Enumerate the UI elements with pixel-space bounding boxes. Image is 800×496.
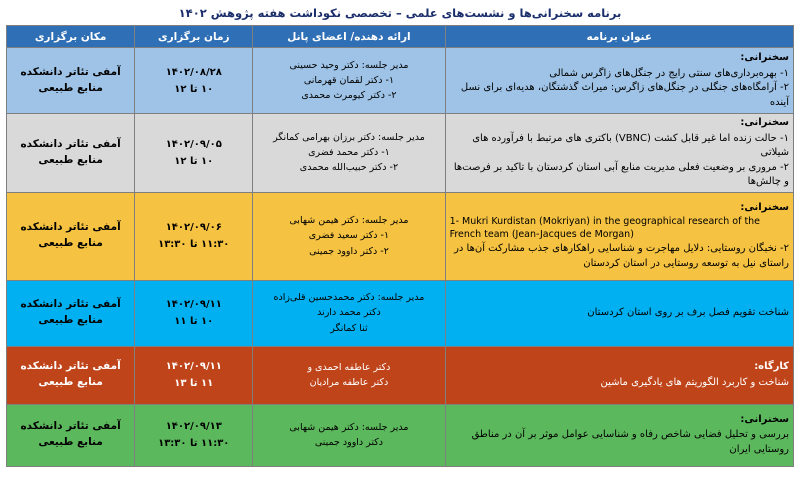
program-title-line: شناخت و کاربرد الگوریتم های یادگیری ماشین bbox=[600, 376, 789, 388]
column-header-panel: ارائه دهنده/ اعضای پانل bbox=[253, 26, 445, 48]
place-line: آمفی تئاتر دانشکده bbox=[20, 420, 121, 433]
panel-member-line: ۱- دکتر محمد فضری bbox=[308, 147, 390, 159]
panel-member-line: ثنا کمانگر bbox=[330, 322, 368, 334]
time-line: ۱۰ تا ۱۲ bbox=[174, 83, 214, 95]
panel-member-line: ۲- دکتر داوود جمینی bbox=[309, 245, 389, 257]
panel-member-line: مدیر جلسه: دکتر برزان بهرامی کمانگر bbox=[273, 131, 425, 143]
time-cell bbox=[135, 114, 253, 193]
place-cell bbox=[7, 192, 135, 280]
table-row bbox=[7, 404, 794, 466]
page-title: برنامه سخنرانی‌ها و نشست‌های علمی – تخصصی نکوداشت هفته پژوهش ۱۴۰۲ bbox=[178, 6, 622, 20]
panel-member-line: مدیر جلسه: دکتر هیمن شهابی bbox=[289, 421, 409, 433]
time-line: ۱۴۰۲/۰۹/۱۱ bbox=[165, 361, 222, 372]
place-cell bbox=[7, 404, 135, 466]
column-header-title: عنوان برنامه bbox=[445, 26, 793, 48]
place-cell bbox=[7, 48, 135, 114]
place-cell bbox=[7, 346, 135, 404]
table-row bbox=[7, 192, 794, 280]
panel-member-line: دکتر عاطفه احمدی و bbox=[307, 361, 391, 373]
place-line: منابع طبیعی bbox=[38, 376, 103, 388]
time-line: ۱۴۰۲/۰۹/۰۶ bbox=[165, 222, 222, 233]
program-type-label: سخنرانی: bbox=[740, 413, 789, 425]
program-title-line: ۱- حالت زنده اما غیر قابل کشت (VBNC) باکتری های مرتبط با فرآورده های شیلاتی bbox=[472, 132, 789, 158]
table-row bbox=[7, 48, 794, 114]
place-line: آمفی تئاتر دانشکده bbox=[20, 138, 121, 150]
panel-member-line: ۱- دکتر لقمان قهرمانی bbox=[303, 74, 395, 86]
program-type-label: سخنرانی: bbox=[740, 201, 789, 213]
program-title-cell bbox=[445, 48, 793, 114]
place-line: منابع طبیعی bbox=[38, 237, 103, 249]
table-row bbox=[7, 346, 794, 404]
table-header bbox=[7, 26, 794, 48]
panel-member-line: دکتر محمد دارند bbox=[317, 307, 381, 319]
program-title-cell bbox=[445, 346, 793, 404]
panel-member-line: دکتر عاطفه مرادیان bbox=[309, 377, 389, 388]
place-line: آمفی تئاتر دانشکده bbox=[20, 298, 121, 311]
program-title-line: ۱- بهره‌برداری‌های سنتی رایج در جنگل‌های زاگرس شمالی bbox=[549, 67, 789, 79]
place-line: آمفی تئاتر دانشکده bbox=[20, 65, 121, 78]
time-cell bbox=[135, 404, 253, 466]
schedule-table bbox=[6, 25, 794, 467]
place-line: منابع طبیعی bbox=[38, 153, 103, 166]
table-body bbox=[7, 48, 794, 467]
time-line: ۱۱:۳۰ تا ۱۳:۳۰ bbox=[158, 239, 230, 250]
time-line: ۱۴۰۲/۰۹/۱۱ bbox=[165, 299, 222, 310]
panel-members-cell bbox=[253, 114, 445, 193]
table-row bbox=[7, 280, 794, 346]
place-line: منابع طبیعی bbox=[38, 436, 103, 448]
panel-member-line: مدیر جلسه: دکتر وحید حسینی bbox=[289, 59, 409, 71]
panel-member-line: ۱- دکتر سعید فضری bbox=[308, 230, 390, 242]
program-title-line: 1- Mukri Kurdistan (Mokriyan) in the geographical research of the French team (Jean-Jacques de Morgan) bbox=[449, 216, 761, 241]
program-title-cell bbox=[445, 114, 793, 193]
program-title-cell bbox=[445, 404, 793, 466]
place-line: آمفی تئاتر دانشکده bbox=[20, 360, 121, 373]
time-cell bbox=[135, 48, 253, 114]
time-cell bbox=[135, 346, 253, 404]
time-line: ۱۴۰۲/۰۸/۲۸ bbox=[165, 66, 222, 78]
time-line: ۱۰ تا ۱۱ bbox=[174, 316, 214, 327]
time-cell bbox=[135, 280, 253, 346]
panel-member-line: ۲- دکتر حبیب‌الله محمدی bbox=[299, 162, 399, 174]
program-type-label: سخنرانی: bbox=[740, 117, 789, 128]
place-line: آمفی تئاتر دانشکده bbox=[20, 221, 121, 234]
program-type-label: سخنرانی: bbox=[740, 52, 789, 63]
time-line: ۱۱ تا ۱۳ bbox=[174, 378, 214, 389]
place-line: منابع طبیعی bbox=[38, 314, 103, 326]
column-header-place: مکان برگزاری bbox=[7, 26, 135, 48]
header-row bbox=[7, 26, 794, 48]
program-type-label: کارگاه: bbox=[754, 361, 789, 372]
program-title-line: ۲- نخبگان روستایی: دلایل مهاجرت و شناسایی راهکارهای جذب مشارکت آن‌ها در راستای نیل به توسعه روستایی در استان کردستان bbox=[454, 243, 789, 269]
time-line: ۱۱:۳۰ تا ۱۳:۳۰ bbox=[158, 438, 230, 449]
program-title-line: ۲- مروری بر وضعیت فعلی مدیریت منابع آبی استان کردستان با تاکید بر فرصت‌ها و چالش‌ها bbox=[453, 161, 789, 187]
time-cell bbox=[135, 192, 253, 280]
table-row bbox=[7, 114, 794, 193]
program-title-cell bbox=[445, 192, 793, 280]
panel-member-line: دکتر داوود جمینی bbox=[314, 437, 384, 448]
time-line: ۱۰ تا ۱۲ bbox=[174, 155, 214, 167]
program-title-cell bbox=[445, 280, 793, 346]
panel-member-line: مدیر جلسه: دکتر هیمن شهابی bbox=[289, 215, 409, 227]
program-title-line: بررسی و تحلیل فضایی شاخص رفاه و شناسایی عوامل موثر بر آن در مناطق روستایی ایران bbox=[471, 429, 789, 455]
panel-members-cell bbox=[253, 346, 445, 404]
panel-members-cell bbox=[253, 48, 445, 114]
time-line: ۱۴۰۲/۰۹/۱۳ bbox=[165, 421, 222, 432]
panel-member-line: ۲- دکتر کیومرث محمدی bbox=[301, 90, 397, 102]
panel-members-cell bbox=[253, 192, 445, 280]
panel-members-cell bbox=[253, 280, 445, 346]
panel-member-line: مدیر جلسه: دکتر محمدحسین قلی‌زاده bbox=[273, 292, 425, 304]
program-title-line: شناخت تقویم فصل برف بر روی استان کردستان bbox=[587, 306, 789, 318]
program-title-line: ۲- آرامگاه‌های جنگلی در جنگل‌های زاگرس: میراث گذشتگان، هدیه‌ای برای نسل آینده bbox=[460, 82, 789, 108]
column-header-time: زمان برگزاری bbox=[135, 26, 253, 48]
place-cell bbox=[7, 280, 135, 346]
time-line: ۱۴۰۲/۰۹/۰۵ bbox=[165, 138, 222, 150]
panel-members-cell bbox=[253, 404, 445, 466]
place-line: منابع طبیعی bbox=[38, 81, 103, 94]
place-cell bbox=[7, 114, 135, 193]
